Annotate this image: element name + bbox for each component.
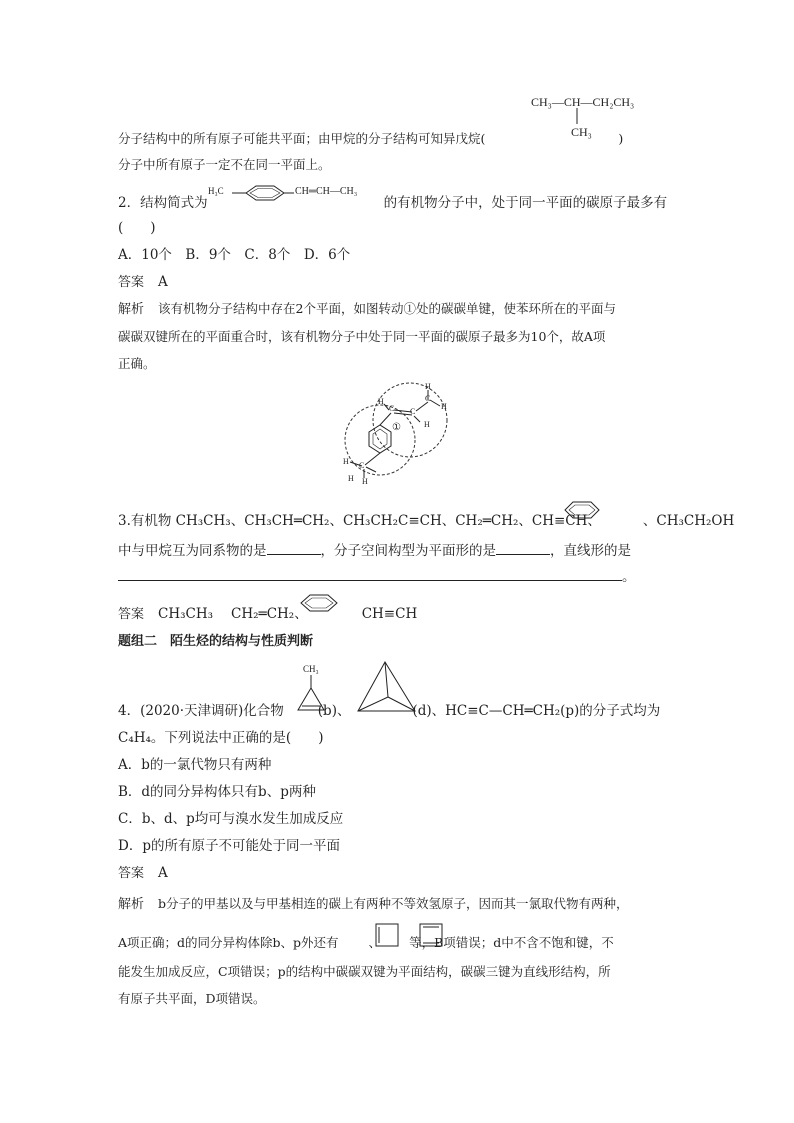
q4-stem: 4．(2020·天津调研)化合物 (b)、 (d)、HC≡C—CH═CH₂(p)的分子式均为 xyxy=(118,703,661,719)
q2-struct-chain: CH═CH—CH₃ xyxy=(295,186,358,197)
q2-paren: ( ) xyxy=(118,220,156,236)
q2-stem: 2．结构简式为 的有机物分子中，处于同一平面的碳原子最多有 xyxy=(118,195,668,211)
q4-option-a: A．b的一氯代物只有两种 xyxy=(118,757,272,773)
q4-b-methyl: CH₃ xyxy=(303,664,319,674)
q4-option-d: D．p的所有原子不可能处于同一平面 xyxy=(118,838,340,854)
fig-h3: H xyxy=(441,402,447,411)
q4-analysis-3: 能发生加成反应，C项错误；p的结构中碳碳双键为平面结构，碳碳三键为直线形结构，所 xyxy=(118,964,611,979)
q4-answer: 答案 A xyxy=(118,865,168,881)
fig-h7: H xyxy=(362,477,368,486)
intro-line-2: 分子中所有原子一定不在同一平面上。 xyxy=(118,157,331,172)
q2-analysis-2: 碳碳双键所在的平面重合时，该有机物分子中处于同一平面的碳原子最多为10个，故A项 xyxy=(118,329,606,344)
q4-option-b: B．d的同分异构体只有b、p两种 xyxy=(118,784,316,800)
fig-c2: C xyxy=(410,407,416,416)
q3-line-1: 3.有机物 CH₃CH₃、CH₃CH═CH₂、CH₃CH₂C≡CH、CH₂═CH₂、CH≡CH、 、CH₃CH₂OH xyxy=(118,513,735,529)
q2-analysis-3: 正确。 xyxy=(118,356,156,371)
q4-analysis-4: 有原子共平面，D项错误。 xyxy=(118,991,266,1006)
q2-analysis-1: 解析 该有机物分子结构中存在2个平面，如图转动①处的碳碳单键，使苯环所在的平面与 xyxy=(118,301,616,317)
q2-options: A．10个 B．9个 C．8个 D．6个 xyxy=(118,247,351,263)
fig-c4: C xyxy=(359,461,365,470)
q4-analysis-1: 解析 b分子的甲基以及与甲基相连的碳上有两种不等效氢原子，因而其一氯取代物有两种， xyxy=(118,896,629,912)
isopentane-branch: CH₃ xyxy=(571,125,592,139)
intro-line-1: 分子结构中的所有原子可能共平面；由甲烷的分子结构可知异戊烷( ) xyxy=(118,131,624,146)
q3-line-3: 。 xyxy=(118,566,636,586)
fig-h5: H xyxy=(343,457,349,466)
fig-c3: C xyxy=(425,394,431,403)
q4-stem-2: C₄H₄。下列说法中正确的是( ) xyxy=(118,730,324,746)
fig-h1: H xyxy=(378,397,384,406)
fig-c1: C xyxy=(389,404,395,413)
q4-analysis-2: A项正确；d的同分异构体除b、p外还有 、 等，B项错误；d中不含不饱和键，不 xyxy=(118,935,614,950)
q2-struct-methyl: H₃C xyxy=(208,186,224,196)
q4-option-c: C．b、d、p均可与溴水发生加成反应 xyxy=(118,811,344,827)
isopentane-main-chain: CH₃—CH—CH₂CH₃ xyxy=(531,95,635,109)
fig-h6: H xyxy=(348,474,354,483)
q3-line-2: 中与甲烷互为同系物的是 ，分子空间构型为平面形的是 ，直线形的是 xyxy=(118,540,631,560)
q3-answer: 答案 CH₃CH₃ CH₂═CH₂、 CH≡CH xyxy=(118,606,418,622)
q2-answer: 答案 A xyxy=(118,274,168,290)
fig-h2: H xyxy=(425,382,431,391)
fig-h4: H xyxy=(424,420,430,429)
group2-title: 题组二 陌生烃的结构与性质判断 xyxy=(118,634,314,649)
fig-marker-1: ① xyxy=(392,422,401,433)
